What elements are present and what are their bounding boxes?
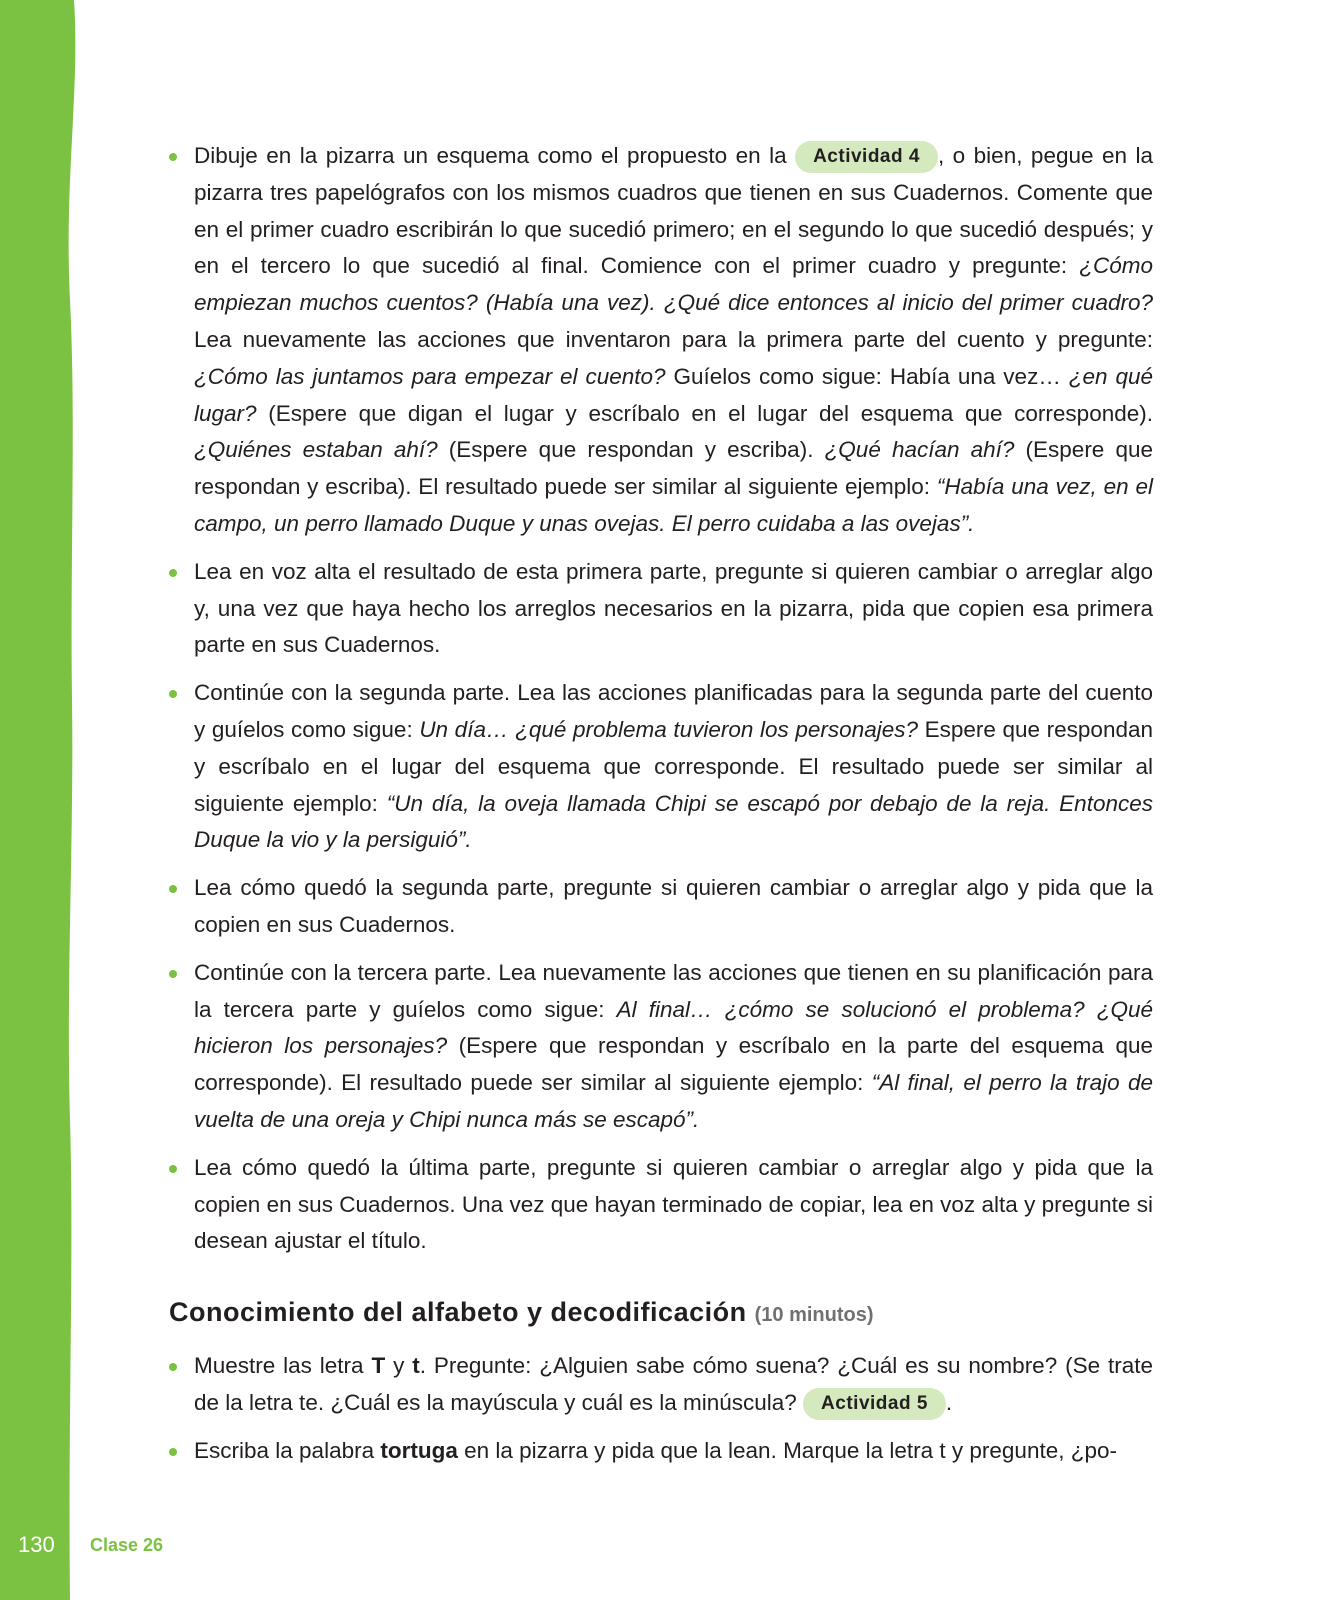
body-text: y	[385, 1353, 413, 1379]
activity-badge: Actividad 5	[803, 1388, 946, 1420]
list-item	[169, 955, 1153, 1139]
body-text: Escriba la palabra	[194, 1437, 381, 1463]
italic-text: ¿Cómo las juntamos para empezar el cuento?	[194, 363, 666, 389]
bold-text: T	[371, 1353, 386, 1379]
page-content	[169, 138, 1153, 1481]
body-text: Dibuje en la pizarra un esquema como el propuesto en la	[194, 143, 796, 168]
section-title: Conocimiento del alfabeto y decodificación	[169, 1297, 747, 1328]
bold-text: t	[412, 1353, 420, 1379]
italic-text: “Un día, la oveja llamada Chipi se escapó por debajo de la reja. Entonces Duque la vio y la persiguió”.	[194, 790, 1153, 853]
body-text: Lea cómo quedó la última parte, pregunte si quieren cambiar o arreglar algo y pida que la copien en sus Cuadernos. Una vez que hayan terminado de copiar, lea en voz alta y pregunte si desean ajustar el título.	[194, 1154, 1153, 1254]
list-item	[169, 675, 1153, 859]
body-text: (Espere que respondan y escriba). El resultado puede ser similar al siguiente ejemplo:	[194, 437, 1153, 500]
list-item	[169, 1150, 1153, 1260]
activity-badge: Actividad 4	[795, 141, 938, 173]
body-text: Muestre las letra	[194, 1353, 372, 1379]
list-item	[169, 554, 1153, 664]
body-text: Lea nuevamente las acciones que inventaron para la primera parte del cuento y pregunte:	[194, 326, 1153, 352]
green-side-band	[0, 0, 90, 1600]
body-text: Lea cómo quedó la segunda parte, pregunte si quieren cambiar o arreglar algo y pida que la copien en sus Cuadernos.	[194, 875, 1153, 937]
list-item	[169, 1433, 1153, 1470]
section-duration: (10 minutos)	[754, 1304, 874, 1327]
italic-text: ¿Cómo empiezan muchos cuentos? (Había una vez). ¿Qué dice entonces al inicio del primer cuadro?	[194, 253, 1153, 316]
italic-text: ¿en qué lugar?	[194, 363, 1153, 426]
page-number: 130	[18, 1532, 55, 1557]
body-text: Guíelos como sigue: Había una vez…	[665, 363, 1069, 389]
body-text: (Espere que digan el lugar y escríbalo en el lugar del esquema que corresponde).	[256, 400, 1153, 426]
list-item	[169, 1348, 1153, 1422]
italic-text: ¿Qué hacían ahí?	[824, 437, 1015, 463]
alphabet-instruction-list	[169, 1348, 1153, 1469]
italic-text: “Había una vez, en el campo, un perro llamado Duque y unas ovejas. El perro cuidaba a las ovejas”.	[194, 474, 1153, 536]
italic-text: “Al final, el perro la trajo de vuelta de una oreja y Chipi nunca más se escapó”.	[194, 1070, 1153, 1132]
body-text: Continúe con la tercera parte. Lea nuevamente las acciones que tienen en su planificación para la tercera parte y guíelos como sigue:	[194, 959, 1153, 1022]
list-item	[169, 138, 1153, 543]
italic-text: Al final… ¿cómo se solucionó el problema? ¿Qué hicieron los personajes?	[194, 996, 1153, 1059]
body-text: en la pizarra y pida que la lean. Marque la letra t y pregunte, ¿po-	[457, 1437, 1117, 1463]
body-text: , o bien, pegue en la pizarra tres papelógrafos con los mismos cuadros que tienen en sus Cuadernos. Comente que en el primer cuadro escribirán lo que sucedió primero; en el segundo lo que sucedió después; y en el tercero lo que sucedió al final. Comience con el primer cuadro y pregunte:	[194, 143, 1153, 279]
body-text: (Espere que respondan y escriba).	[437, 437, 825, 463]
italic-text: ¿Quiénes estaban ahí?	[194, 437, 438, 463]
list-item	[169, 870, 1153, 944]
italic-text: Un día… ¿qué problema tuvieron los personajes?	[419, 716, 918, 742]
bold-text: tortuga	[380, 1437, 458, 1463]
instruction-list	[169, 138, 1153, 1260]
body-text: . Pregunte: ¿Alguien sabe cómo suena? ¿Cuál es su nombre? (Se trate de la letra te. ¿Cuál es la mayúscula y cuál es la minúscula?	[194, 1353, 1154, 1415]
body-text: .	[945, 1389, 953, 1415]
section-heading	[169, 1297, 1153, 1328]
body-text: Lea en voz alta el resultado de esta primera parte, pregunte si quieren cambiar o arreglar algo y, una vez que haya hecho los arreglos necesarios en la pizarra, pida que copien esa primera parte en sus Cuadernos.	[194, 558, 1153, 658]
class-label: Clase 26	[90, 1535, 164, 1555]
body-text: (Espere que respondan y escríbalo en la parte del esquema que corresponde). El resultado puede ser similar al siguiente ejemplo:	[194, 1033, 1153, 1096]
body-text: Continúe con la segunda parte. Lea las acciones planificadas para la segunda parte del cuento y guíelos como sigue:	[194, 680, 1153, 742]
body-text: Espere que respondan y escríbalo en el lugar del esquema que corresponde. El resultado puede ser similar al siguiente ejemplo:	[194, 716, 1153, 816]
